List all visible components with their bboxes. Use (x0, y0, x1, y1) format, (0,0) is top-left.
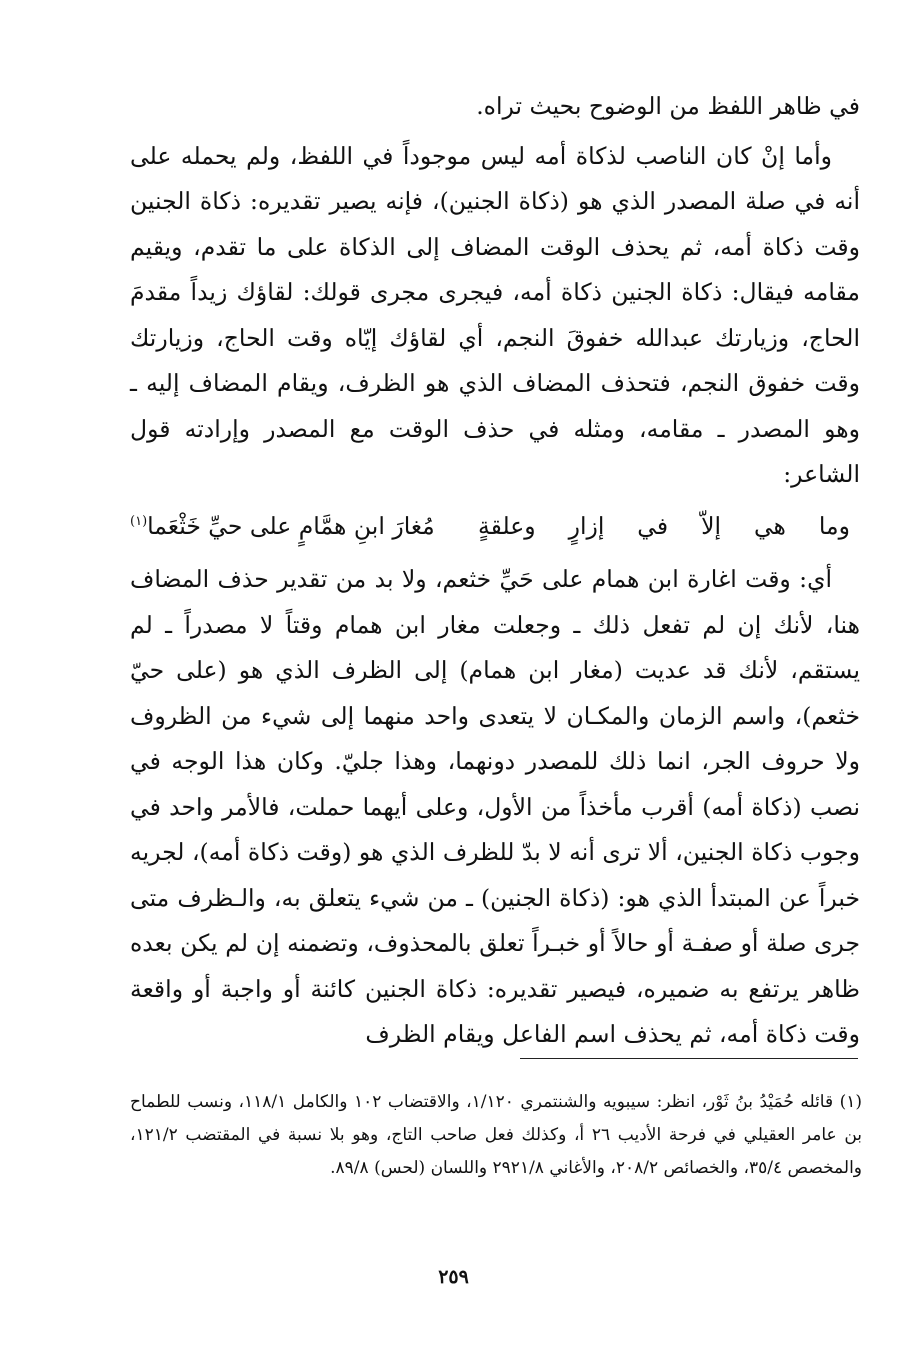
footnotes-section (130, 1086, 862, 1185)
paragraph-continued: في ظاهر اللفظ من الوضوح بحيث تراه. (476, 92, 860, 120)
page-number: ٢٥٩ (438, 1266, 469, 1288)
poetry-verse (130, 504, 860, 550)
footnote-divider (520, 1058, 858, 1059)
paragraph-explanation: وأما إنْ كان الناصب لذكاة أمه ليس موجوداً في اللفظ، ولم يحمله على أنه في صلة المصدر الذي هو (ذكاة الجنين)، فإنه يصير تقديره: ذكاة الجنين وقت ذكاة أمه، ثم يحذف الوقت المضاف إلى الذكاة على ما تقدم، ويقيم مقامه فيقال: ذكاة الجنين ذكاة أمه، فيجرى مجرى قولك: لقاؤك زيداً مقدمَ الحاج، وزيارتك عبدالله خفوقَ النجم، أي لقاؤك إيّاه وقت الحاج، وزيارتك وقت خفوق النجم، فتحذف المضاف الذي هو الظرف، ويقام المضاف إليه ـ وهو المصدر ـ مقامه، ومثله في حذف الوقت مع المصدر وإرادته قول الشاعر: (130, 141, 860, 488)
footnote-marker: (١) (130, 513, 148, 529)
main-text-body (130, 84, 860, 1058)
paragraph-commentary: أي: وقت اغارة ابن همام على حَيِّ خثعم، ولا بد من تقدير حذف المضاف هنا، لأنك إن لم تفعل ذلك ـ وجعلت مغار ابن همام وقتاً لا مصدراً ـ لم يستقم، لأنك قد عديت (مغار ابن همام) إلى الظرف الذي هو (على حيّ خثعم)، واسم الزمان والمكـان لا يتعدى واحد منهما إلى شيء من الظروف ولا حروف الجر، انما ذلك للمصدر دونهما، وهذا جليّ. وكان هذا الوجه في نصب (ذكاة أمه) أقرب مأخذاً من الأول، وعلى أيهما حملت، فالأمر واحد في وجوب ذكاة الجنين، ألا ترى أنه لا بدّ للظرف الذي هو (وقت ذكاة أمه)، لجريه خبراً عن المبتدأ الذي هو: (ذكاة الجنين) ـ من شيء يتعلق به، والـظرف متى جرى صلة أو صفـة أو حالاً أو خبـراً تعلق بالمحذوف، وتضمنه إن لم يكن بعده ظاهر يرتفع به ضميره، فيصير تقديره: ذكاة الجنين كائنة أو واجبة أو واقعة وقت ذكاة أمه، ثم يحذف اسم الفاعل ويقام الظرف (130, 565, 860, 1048)
verse-first-hemistich: وما هي إلاّ في إزارٍ وعلقةٍ (478, 511, 850, 540)
verse-second-hemistich (130, 504, 435, 550)
footnote-1: (١) قائله حُمَيْدُ بنُ ثَوْر، انظر: سيبويه والشنتمري ١/١٢٠، والاقتضاب ١٠٢ والكامل ١١٨/١، ونسب للطماح بن عامر العقيلي في فرحة الأديب ٢٦ أ، وكذلك فعل صاحب التاج، وهو بلا نسبة في المقتضب ١٢١/٢، والمخصص ٣٥/٤، والخصائص ٢٠٨/٢، والأغاني ٢٩٢١/٨ واللسان (لحس) ٨٩/٨. (130, 1092, 863, 1178)
verse-second-hemistich-text: مُغارَ ابنِ همَّامٍ على حيِّ خَثْعَما (147, 511, 435, 540)
